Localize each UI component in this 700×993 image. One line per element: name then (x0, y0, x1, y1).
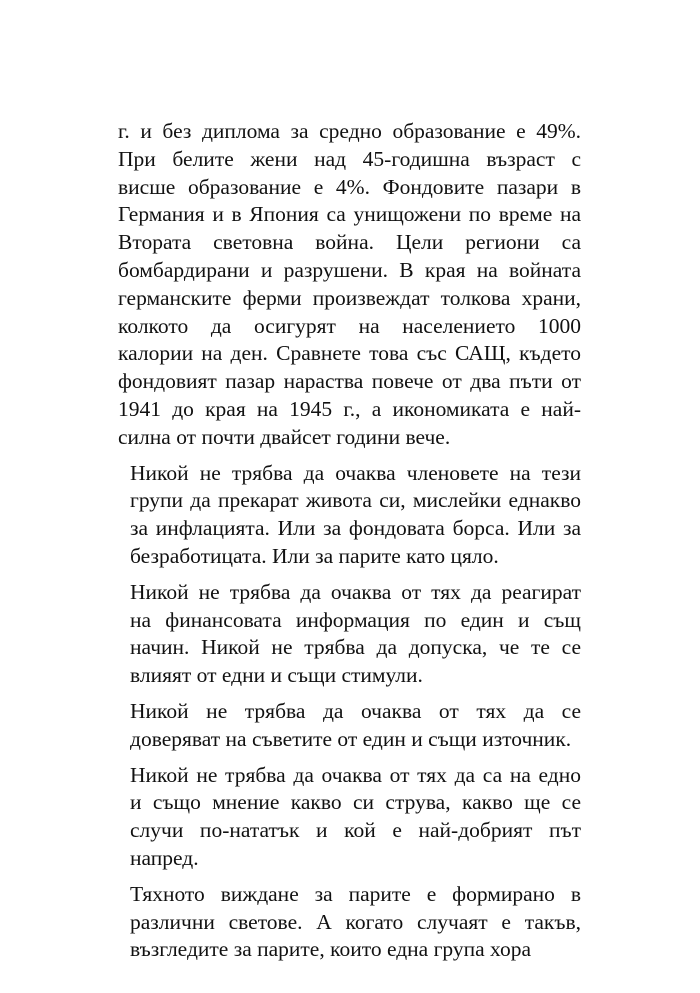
text-line: Никой не трябва да очаква от тях да се (130, 698, 581, 723)
text-line: напред. (130, 845, 199, 870)
text-line: колкото да осигурят на населението 1000 (118, 313, 581, 338)
text-line: на финансовата информация по един и същ (130, 607, 581, 632)
paragraph (118, 762, 581, 873)
text-line: фондовият пазар нараства повече от два пъти от (118, 369, 581, 394)
text-line: висше образование е 4%. Фондовите пазари в (118, 174, 581, 199)
text-line: влияят от едни и същи стимули. (130, 663, 423, 688)
text-line: 1941 до края на 1945 г., а икономиката е най- (118, 396, 581, 421)
paragraph (118, 579, 581, 690)
text-line: Тяхното виждане за парите е формирано в (130, 881, 581, 906)
text-line: възгледите за парите, които една група хора (130, 937, 532, 962)
text-line: При белите жени над 45-годишна възраст с (118, 146, 581, 171)
paragraph (118, 881, 581, 964)
text-line: групи да прекарат живота си, мислейки еднакво (130, 488, 581, 513)
text-line: Никой не трябва да очаква членовете на тези (130, 460, 581, 485)
text-line: бомбардирани и разрушени. В края на войната (118, 257, 581, 282)
text-line: безработицата. Или за парите като цяло. (130, 543, 499, 568)
text-line: калории на ден. Сравнете това със САЩ, където (118, 341, 581, 366)
text-line: доверяват на съветите от един и същи източник. (130, 726, 572, 751)
text-line: различни светове. А когато случаят е такъв, (130, 909, 581, 934)
text-line: за инфлацията. Или за фондовата борса. Или за (130, 516, 581, 541)
text-line: силна от почти двайсет години вече. (118, 424, 451, 449)
paragraph (118, 118, 581, 452)
text-line: случи по-нататък и кой е най-добрият път (130, 818, 581, 843)
text-line: Германия и в Япония са унищожени по време на (118, 202, 581, 227)
paragraph (118, 698, 581, 754)
text-line: германските ферми произвеждат толкова храни, (118, 285, 581, 310)
text-line: Никой не трябва да очаква от тях да реагират (130, 579, 581, 604)
text-line: Никой не трябва да очаква от тях да са на едно (130, 762, 581, 787)
text-line: и също мнение какво си струва, какво ще се (130, 790, 581, 815)
text-line: г. и без диплома за средно образование е 49%. (118, 119, 581, 143)
paragraph (118, 460, 581, 571)
page-body (118, 118, 581, 972)
text-line: Втората световна война. Цели региони са (118, 230, 581, 255)
text-line: начин. Никой не трябва да допуска, че те се (130, 635, 581, 660)
